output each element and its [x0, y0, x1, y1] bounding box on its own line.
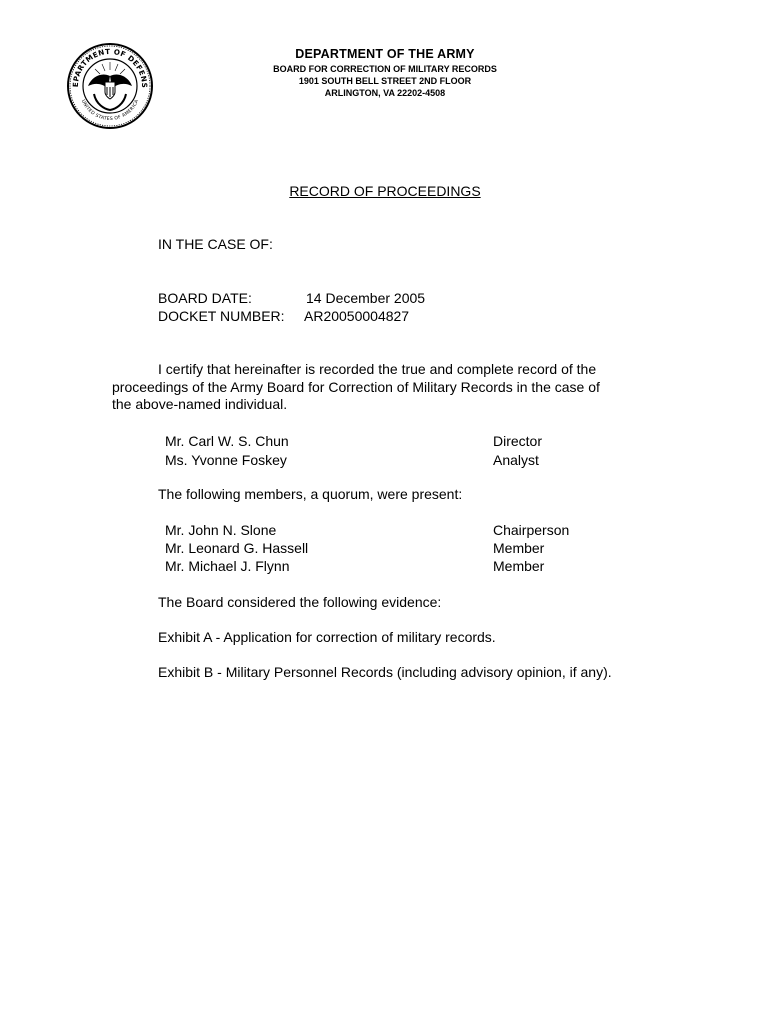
member-role: Member	[493, 558, 545, 574]
certification-line: I certify that hereinafter is recorded the true and complete record of the	[158, 361, 597, 377]
member-name: Mr. John N. Slone	[165, 522, 277, 538]
exhibit-a: Exhibit A - Application for correction of military records.	[158, 629, 496, 645]
board-name: BOARD FOR CORRECTION OF MILITARY RECORDS	[273, 64, 497, 74]
certification-paragraph	[112, 361, 652, 414]
department-title: DEPARTMENT OF THE ARMY	[295, 47, 475, 61]
docket-number-label: DOCKET NUMBER:	[158, 308, 285, 324]
member-role: Member	[493, 540, 545, 556]
staff-name: Mr. Carl W. S. Chun	[165, 433, 289, 449]
docket-number-value: AR20050004827	[304, 308, 410, 324]
quorum-statement: The following members, a quorum, were present:	[158, 486, 463, 502]
street-address: 1901 SOUTH BELL STREET 2ND FLOOR	[298, 76, 472, 86]
member-name: Mr. Leonard G. Hassell	[165, 540, 309, 556]
certification-line: the above-named individual.	[112, 396, 288, 412]
document-title: RECORD OF PROCEEDINGS	[289, 183, 481, 199]
member-role: Chairperson	[493, 522, 570, 538]
member-name: Mr. Michael J. Flynn	[165, 558, 290, 574]
city-address: ARLINGTON, VA 22202-4508	[324, 88, 446, 98]
svg-text:UNITED STATES OF AMERICA: UNITED STATES OF AMERICA	[79, 99, 141, 123]
certification-line: proceedings of the Army Board for Correction of Military Records in the case of	[112, 378, 600, 395]
board-date-label: BOARD DATE:	[158, 290, 252, 306]
department-of-defense-seal	[66, 42, 154, 130]
board-date-value: 14 December 2005	[306, 290, 426, 306]
staff-role: Director	[493, 433, 543, 449]
evidence-intro: The Board considered the following evidence:	[158, 594, 442, 610]
staff-role: Analyst	[493, 452, 539, 468]
case-label: IN THE CASE OF:	[158, 236, 273, 252]
exhibit-b: Exhibit B - Military Personnel Records (including advisory opinion, if any).	[158, 664, 612, 680]
staff-name: Ms. Yvonne Foskey	[165, 452, 287, 468]
svg-text:DEPARTMENT OF DEFENSE: EPARTMENT OF DEFENS	[70, 46, 150, 89]
